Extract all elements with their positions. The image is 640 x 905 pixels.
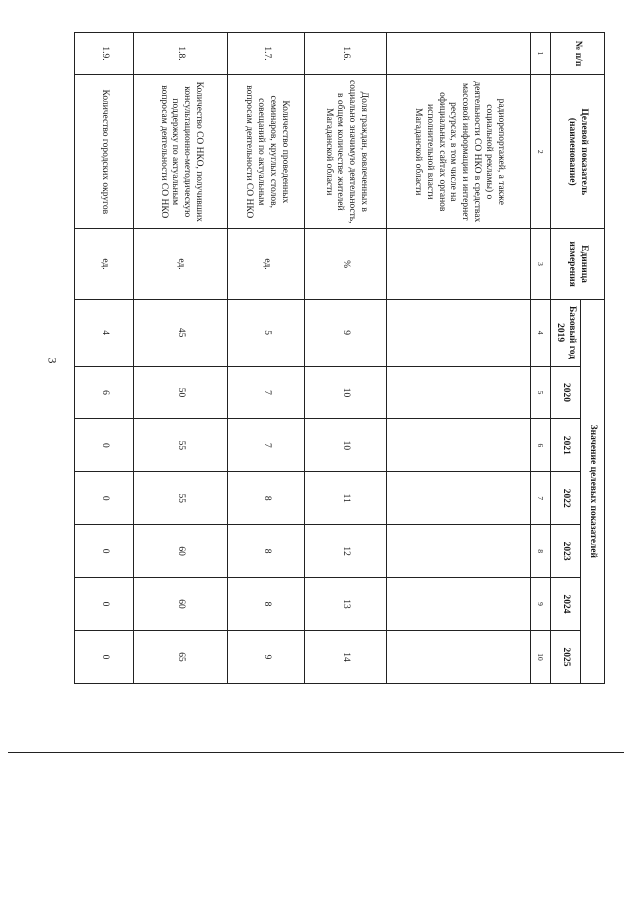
row-value: 0 (75, 578, 134, 631)
column-number: 10 (531, 630, 551, 683)
row-indicator-name: радиорепортажей, а также социальной рекламы) о деятельности СО НКО в средствах массовой информации и интернет ресурсах, в том числе на официальных сайтах органов исполнительной власти Магаданской области (387, 75, 531, 229)
column-number: 5 (531, 366, 551, 419)
row-value (387, 578, 531, 631)
header-year: 2024 (551, 578, 581, 631)
row-value: 0 (75, 630, 134, 683)
row-value: 7 (228, 419, 305, 472)
header-year: 2020 (551, 366, 581, 419)
target-indicators-table (74, 32, 605, 684)
column-number: 9 (531, 578, 551, 631)
row-value: 12 (305, 525, 387, 578)
header-year: 2025 (551, 630, 581, 683)
row-indicator-name: Количество городских округов (75, 75, 134, 229)
header-base-year: Базовый год 2019 (551, 299, 581, 366)
row-value: 60 (134, 578, 228, 631)
row-indicator-name: Доля граждан, вовлеченных в социально значимую деятельность, в общем количестве жителей Магаданской области (305, 75, 387, 229)
page-number: 3 (45, 357, 60, 364)
column-number: 4 (531, 299, 551, 366)
row-unit (387, 229, 531, 299)
row-num: 1.8. (134, 33, 228, 75)
row-value: 60 (134, 525, 228, 578)
row-value: 50 (134, 366, 228, 419)
rotated-table-wrapper (75, 32, 605, 684)
row-unit: ед. (228, 229, 305, 299)
column-number: 8 (531, 525, 551, 578)
row-value: 55 (134, 472, 228, 525)
row-value: 14 (305, 630, 387, 683)
row-value: 4 (75, 299, 134, 366)
row-num (387, 33, 531, 75)
row-value: 7 (228, 366, 305, 419)
table-row (387, 33, 531, 684)
row-value: 5 (228, 299, 305, 366)
row-value: 9 (228, 630, 305, 683)
row-value (387, 419, 531, 472)
table-row (75, 33, 134, 684)
table-row (305, 33, 387, 684)
row-value: 8 (228, 525, 305, 578)
row-value: 10 (305, 366, 387, 419)
row-value: 6 (75, 366, 134, 419)
row-value: 45 (134, 299, 228, 366)
row-value: 55 (134, 419, 228, 472)
row-indicator-name: Количество проведенных семинаров, круглых столов, совещаний по актуальным вопросам деятельности СО НКО (228, 75, 305, 229)
row-value: 10 (305, 419, 387, 472)
header-unit: Единица измерения (551, 229, 605, 299)
row-value: 13 (305, 578, 387, 631)
row-num: 1.6. (305, 33, 387, 75)
header-indicator: Целевой показатель (наименование) (551, 75, 605, 229)
row-value: 0 (75, 472, 134, 525)
row-num: 1.7. (228, 33, 305, 75)
row-value: 65 (134, 630, 228, 683)
row-indicator-name: Количество СО НКО, получивших консультационно-методическую поддержку по актуальным вопросам деятельности СО НКО (134, 75, 228, 229)
header-year: 2021 (551, 419, 581, 472)
row-value (387, 525, 531, 578)
table-row (228, 33, 305, 684)
row-value: 0 (75, 525, 134, 578)
row-value: 8 (228, 578, 305, 631)
row-value: 9 (305, 299, 387, 366)
row-value: 8 (228, 472, 305, 525)
row-value (387, 472, 531, 525)
header-year: 2022 (551, 472, 581, 525)
row-value (387, 299, 531, 366)
column-number: 7 (531, 472, 551, 525)
header-year: 2023 (551, 525, 581, 578)
header-target-values: Значение целевых показателей (581, 299, 605, 683)
column-number-row (531, 33, 551, 684)
column-number: 2 (531, 75, 551, 229)
bottom-divider-line (8, 752, 624, 753)
row-num: 1.9. (75, 33, 134, 75)
row-value (387, 630, 531, 683)
row-value: 0 (75, 419, 134, 472)
column-number: 1 (531, 33, 551, 75)
table-row (134, 33, 228, 684)
column-number: 6 (531, 419, 551, 472)
header-num: № п/п (551, 33, 605, 75)
row-unit: % (305, 229, 387, 299)
row-value: 11 (305, 472, 387, 525)
row-unit: ед. (75, 229, 134, 299)
row-value (387, 366, 531, 419)
row-unit: ед. (134, 229, 228, 299)
column-number: 3 (531, 229, 551, 299)
